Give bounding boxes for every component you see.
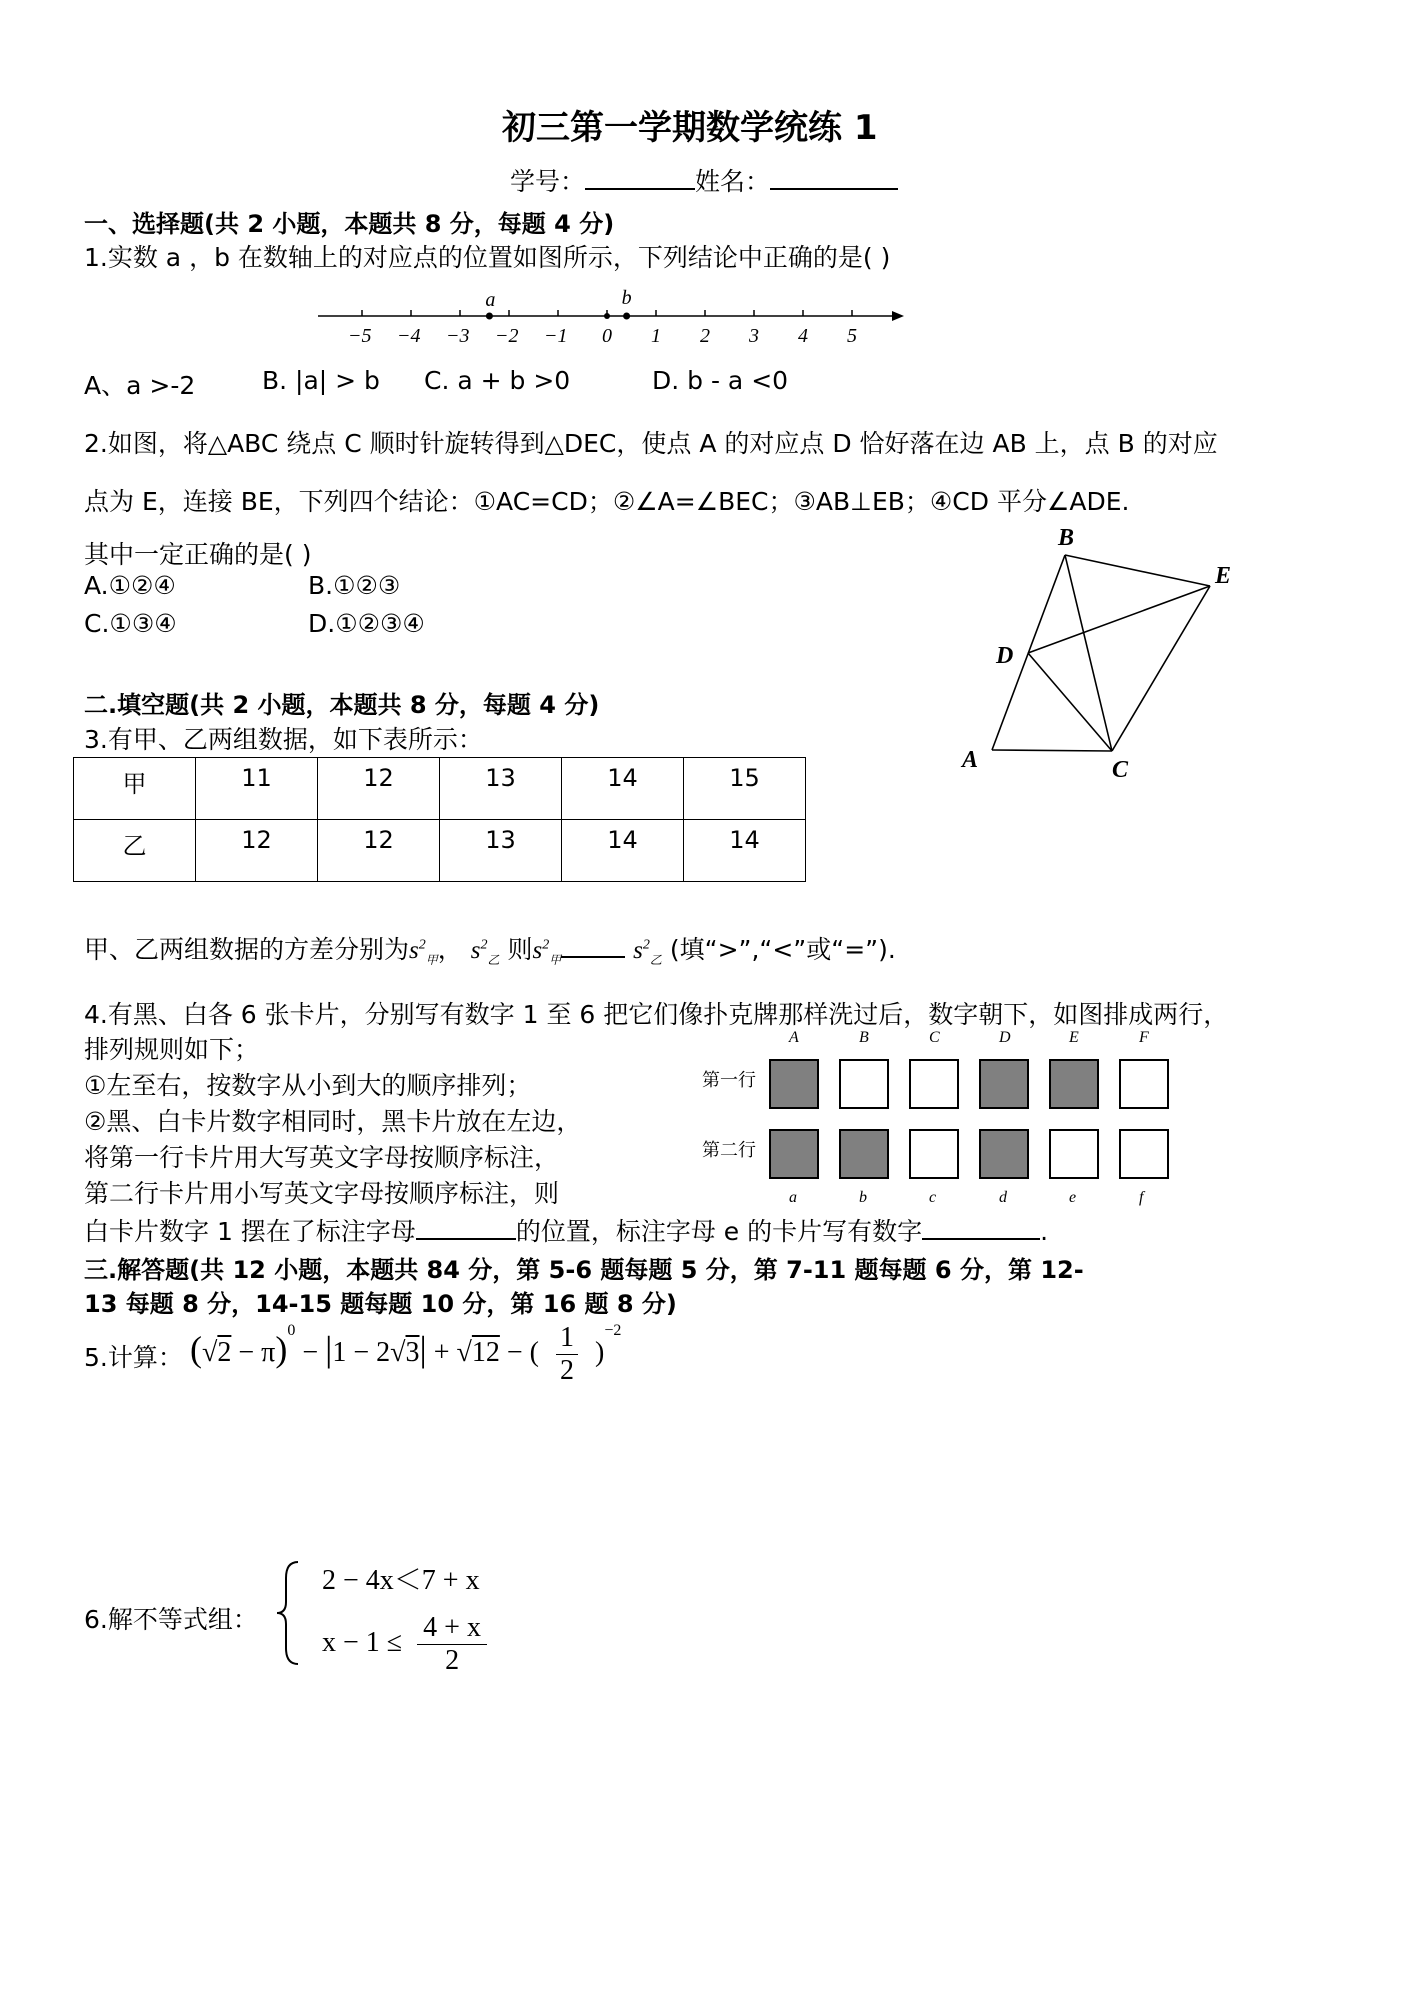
- point-a-label: a: [485, 289, 496, 311]
- number-line-tick-label: 0: [602, 325, 612, 347]
- number-line-tick-label: −1: [544, 325, 568, 347]
- white-card: [1120, 1060, 1168, 1108]
- table-cell: 甲: [74, 758, 196, 820]
- section2-heading: 二.填空题(共 2 小题，本题共 8 分，每题 4 分): [84, 691, 600, 719]
- card-letter: b: [859, 1189, 867, 1206]
- table-row: [74, 820, 806, 882]
- section3-heading-2: 13 每题 8 分，14-15 题每题 10 分，第 16 题 8 分): [84, 1290, 677, 1318]
- point-a: [486, 313, 493, 320]
- q4-line1: 4.有黑、白各 6 张卡片，分别写有数字 1 至 6 把它们像扑克牌那样洗过后，数字朝下，如图排成两行，: [84, 1000, 1229, 1029]
- table-cell: 12: [196, 820, 318, 882]
- student-id-field[interactable]: [585, 166, 695, 190]
- q5-expression-data: [0, 0, 1, 1]
- card-letter: E: [1069, 1029, 1079, 1046]
- q3-answer-blank[interactable]: [561, 934, 625, 958]
- student-name-field[interactable]: [770, 166, 898, 190]
- s-yi-symbol-2: $s^2_乙$: [633, 937, 662, 967]
- row1-label: 第一行: [702, 1070, 756, 1091]
- q4-line7: 白卡片数字 1 摆在了标注字母 的位置，标注字母 e 的卡片写有数字 .: [84, 1217, 1049, 1246]
- q3-stem: 3.有甲、乙两组数据，如下表所示：: [84, 725, 483, 754]
- white-card: [840, 1060, 888, 1108]
- point-b: [623, 313, 630, 320]
- q4-cards-figure: [690, 1022, 1210, 1212]
- number-line-tick-label: 5: [847, 325, 857, 347]
- card-letter: f: [1139, 1189, 1144, 1206]
- label-c: C: [1112, 757, 1129, 783]
- q1-option-d[interactable]: D. b - a <0: [652, 366, 789, 395]
- card-letter: e: [1069, 1189, 1077, 1206]
- white-card: [910, 1060, 958, 1108]
- section3-heading-1: 三.解答题(共 12 小题，本题共 84 分，第 5-6 题每题 5 分，第 7-11 题每题 6 分，第 12-: [84, 1256, 1084, 1284]
- table-cell: 14: [562, 758, 684, 820]
- black-card: [770, 1060, 818, 1108]
- number-line-arrow: [892, 311, 904, 321]
- q2-option-a[interactable]: A.①②④: [84, 571, 176, 600]
- q1-stem: 1.实数 a ，b 在数轴上的对应点的位置如图所示，下列结论中正确的是( ): [84, 243, 891, 272]
- seg-be: [1065, 555, 1210, 586]
- q2-line1: 2.如图，将△ABC 绕点 C 顺时针旋转得到△DEC，使点 A 的对应点 D 恰好落在边 AB 上，点 B 的对应: [84, 429, 1218, 458]
- q1-option-b[interactable]: B. |a| > b: [262, 366, 380, 395]
- card-letter: D: [999, 1029, 1011, 1046]
- white-card: [1120, 1130, 1168, 1178]
- q4-blank-number[interactable]: [922, 1216, 1040, 1240]
- number-line-tick-label: −4: [397, 325, 421, 347]
- q3-answer-line: [84, 930, 896, 968]
- table-cell: 12: [318, 758, 440, 820]
- student-name-label: 姓名：: [695, 167, 771, 196]
- seg-dc: [1028, 653, 1112, 751]
- table-cell: 11: [196, 758, 318, 820]
- label-d: D: [996, 643, 1014, 669]
- section1-heading: 一、选择题(共 2 小题，本题共 8 分，每题 4 分): [84, 210, 615, 238]
- row2-label: 第二行: [702, 1140, 756, 1161]
- q1-option-c[interactable]: C. a + b >0: [424, 366, 571, 395]
- black-card: [1050, 1060, 1098, 1108]
- point-b-label: b: [621, 287, 632, 309]
- number-line-tick-label: −5: [348, 325, 372, 347]
- card-letter: C: [929, 1029, 940, 1046]
- q4-line2: 排列规则如下；: [84, 1035, 260, 1064]
- s-jia-symbol-2: $s^2_甲$: [532, 937, 562, 967]
- white-card: [910, 1130, 958, 1178]
- label-a: A: [962, 747, 979, 773]
- number-line-tick-label: −3: [446, 325, 470, 347]
- q4-line4: ②黑、白卡片数字相同时，黑卡片放在左边，: [84, 1107, 582, 1136]
- table-row: [74, 758, 806, 820]
- q3-text3: (填“>”,“<”或“=”).: [669, 935, 896, 964]
- q5-label: 5.计算：: [84, 1343, 183, 1372]
- q5-expression: $(√2 - \pi)^0 - |1 - 2√3| + √12$ − ( $\frac{1}{2}$ )$^{-2}$: [190, 1322, 622, 1386]
- card-letter: d: [999, 1189, 1007, 1206]
- q2-option-c[interactable]: C.①③④: [84, 609, 177, 638]
- number-line-tick-label: 3: [749, 325, 759, 347]
- white-card: [1050, 1130, 1098, 1178]
- black-card: [840, 1130, 888, 1178]
- q4-line3: ①左至右，按数字从小到大的顺序排列；: [84, 1071, 532, 1100]
- q6-inequality-2: x − 1 ≤ $\frac{4 + x}{2}$: [322, 1612, 487, 1677]
- point-zero: [604, 313, 610, 319]
- card-letter: F: [1139, 1029, 1149, 1046]
- seg-de: [1028, 586, 1210, 653]
- black-card: [980, 1060, 1028, 1108]
- table-cell: 14: [562, 820, 684, 882]
- student-id-label: 学号：: [510, 167, 586, 196]
- card-letter: c: [929, 1189, 937, 1206]
- black-card: [980, 1130, 1028, 1178]
- q4-blank-letter[interactable]: [416, 1216, 516, 1240]
- q2-line3: 其中一定正确的是( ): [84, 540, 312, 569]
- card-letter: B: [859, 1029, 869, 1046]
- q6-inequality-1: 2 − 4x＜7 + x: [322, 1565, 480, 1596]
- number-line-tick-label: 1: [651, 325, 661, 347]
- q6-label: 6.解不等式组：: [84, 1605, 258, 1634]
- q1-option-a[interactable]: A、a >-2: [84, 371, 196, 400]
- seg-bc: [1065, 555, 1112, 751]
- q4-line5: 将第一行卡片用大写英文字母按顺序标注，: [84, 1143, 560, 1172]
- table-cell: 15: [684, 758, 806, 820]
- label-b: B: [1058, 525, 1075, 551]
- label-e: E: [1215, 563, 1232, 589]
- table-cell: 14: [684, 820, 806, 882]
- q3-text2: 则: [507, 935, 533, 964]
- card-letter: a: [789, 1189, 797, 1206]
- q3-text1: 甲、乙两组数据的方差分别为: [84, 935, 410, 964]
- number-line-figure: [310, 280, 910, 350]
- seg-ac: [992, 750, 1112, 751]
- seg-ec: [1112, 586, 1210, 751]
- black-card: [770, 1130, 818, 1178]
- card-letter: A: [789, 1029, 799, 1046]
- q3-comma: ，: [437, 935, 463, 964]
- table-cell: 13: [440, 758, 562, 820]
- q3-data-table: [73, 757, 806, 882]
- table-cell: 12: [318, 820, 440, 882]
- q2-option-d[interactable]: D.①②③④: [308, 609, 425, 638]
- table-cell: 乙: [74, 820, 196, 882]
- q2-line2: 点为 E，连接 BE，下列四个结论：①AC=CD；②∠A=∠BEC；③AB⊥EB；④CD 平分∠ADE.: [84, 487, 1130, 516]
- number-line-tick-label: 2: [700, 325, 710, 347]
- table-cell: 13: [440, 820, 562, 882]
- s-jia-symbol: $s^2_甲$: [409, 937, 438, 967]
- s-yi-symbol: $s^2_乙$: [470, 937, 500, 967]
- q4-line6: 第二行卡片用小写英文字母按顺序标注，则: [84, 1179, 560, 1208]
- q6-brace: [274, 1558, 304, 1668]
- number-line-tick-label: −2: [495, 325, 519, 347]
- q2-option-b[interactable]: B.①②③: [308, 571, 401, 600]
- page-title: 初三第一学期数学统练 1: [502, 108, 878, 148]
- number-line-tick-label: 4: [798, 325, 808, 347]
- q2-geometry-figure: [950, 515, 1250, 795]
- student-info: [510, 162, 898, 198]
